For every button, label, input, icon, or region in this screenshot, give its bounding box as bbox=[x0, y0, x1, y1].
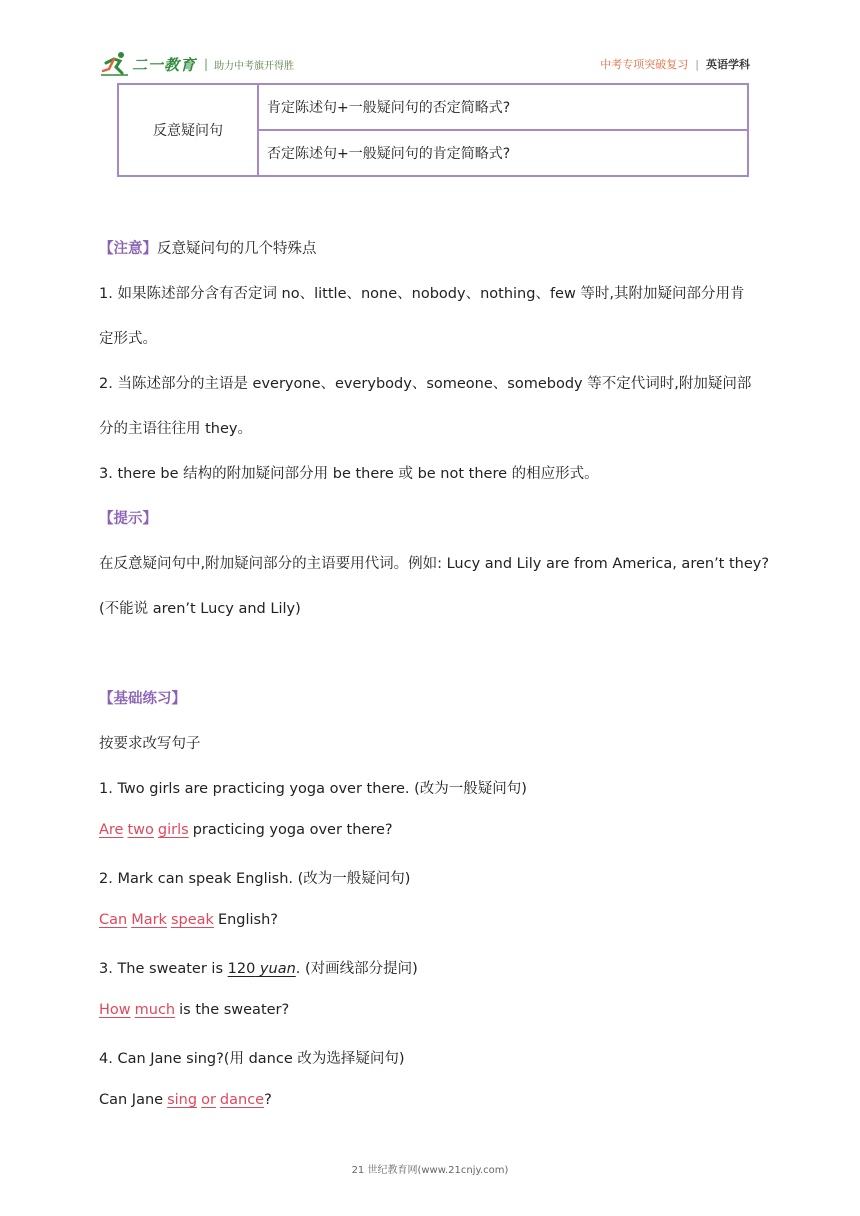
answer-word: Mark bbox=[131, 912, 167, 928]
page-header bbox=[100, 50, 750, 78]
answer-word: How bbox=[99, 1002, 131, 1018]
note-tag: 【注意】 bbox=[99, 241, 157, 257]
logo-slogan: 助力中考旗开得胜 bbox=[214, 60, 295, 72]
answer-4 bbox=[99, 1092, 272, 1108]
question-3-pre: 3. The sweater is bbox=[99, 961, 228, 977]
answer-pre: Can Jane bbox=[99, 1092, 164, 1108]
runner-logo-icon bbox=[100, 51, 130, 77]
question-3-post: . (对画线部分提问) bbox=[295, 961, 418, 977]
page-footer: 21 世纪教育网(www.21cnjy.com) bbox=[351, 1165, 509, 1176]
tip-heading bbox=[99, 507, 157, 528]
note-title: 反意疑问句的几个特殊点 bbox=[157, 241, 317, 257]
table-cell: 肯定陈述句+一般疑问句的否定简略式? bbox=[258, 84, 748, 130]
question-2: 2. Mark can speak English. (改为一般疑问句) bbox=[99, 871, 411, 887]
note-item-1b: 定形式。 bbox=[99, 331, 157, 347]
note-item-2b: 分的主语往往用 they。 bbox=[99, 421, 252, 437]
grammar-table bbox=[117, 83, 749, 177]
note-item-1a: 1. 如果陈述部分含有否定词 no、little、none、nobody、nothing、few 等时,其附加疑问部分用肯 bbox=[99, 286, 745, 302]
underlined-price bbox=[228, 961, 296, 977]
header-divider: | bbox=[695, 57, 699, 71]
answer-word: much bbox=[134, 1002, 176, 1018]
table-cell: 否定陈述句+一般疑问句的肯定简略式? bbox=[258, 130, 748, 176]
price-number: 120 bbox=[227, 961, 256, 977]
category-label: 中考专项突破复习 bbox=[600, 58, 689, 71]
tip-tag: 【提示】 bbox=[99, 511, 157, 527]
answer-word: sing bbox=[167, 1092, 198, 1108]
table-row-label: 反意疑问句 bbox=[118, 84, 258, 176]
practice-instruction: 按要求改写句子 bbox=[99, 736, 201, 752]
question-3 bbox=[99, 957, 418, 978]
practice-tag: 【基础练习】 bbox=[99, 691, 186, 707]
question-1: 1. Two girls are practicing yoga over there. (改为一般疑问句) bbox=[99, 781, 527, 797]
answer-end: ? bbox=[264, 1092, 272, 1108]
answer-word: dance bbox=[219, 1092, 265, 1108]
logo-text: 二一教育 bbox=[132, 55, 197, 74]
answer-rest: is the sweater? bbox=[179, 1002, 290, 1018]
answer-word: girls bbox=[157, 822, 189, 838]
header-category bbox=[600, 56, 750, 72]
answer-word: Are bbox=[99, 822, 124, 838]
note-item-3: 3. there be 结构的附加疑问部分用 be there 或 be not there 的相应形式。 bbox=[99, 466, 599, 482]
note-heading bbox=[99, 237, 317, 258]
answer-3 bbox=[99, 1002, 289, 1018]
answer-word: speak bbox=[170, 912, 214, 928]
question-4: 4. Can Jane sing?(用 dance 改为选择疑问句) bbox=[99, 1051, 405, 1067]
subject-label: 英语学科 bbox=[706, 58, 750, 71]
answer-rest: practicing yoga over there? bbox=[192, 822, 393, 838]
answer-word: Can bbox=[99, 912, 128, 928]
table-row bbox=[118, 84, 748, 130]
practice-heading bbox=[99, 687, 186, 708]
price-unit: yuan bbox=[259, 961, 296, 977]
answer-2 bbox=[99, 912, 278, 928]
tip-line-1: 在反意疑问句中,附加疑问部分的主语要用代词。例如: Lucy and Lily are from America, aren’t they? bbox=[99, 556, 770, 572]
answer-word: two bbox=[127, 822, 154, 838]
note-item-2a: 2. 当陈述部分的主语是 everyone、everybody、someone、somebody 等不定代词时,附加疑问部 bbox=[99, 376, 752, 392]
answer-rest: English? bbox=[217, 912, 278, 928]
logo-separator: | bbox=[204, 57, 209, 71]
logo bbox=[100, 50, 294, 78]
answer-word: or bbox=[201, 1092, 216, 1108]
answer-1 bbox=[99, 822, 393, 838]
tip-line-2: (不能说 aren’t Lucy and Lily) bbox=[99, 601, 301, 617]
